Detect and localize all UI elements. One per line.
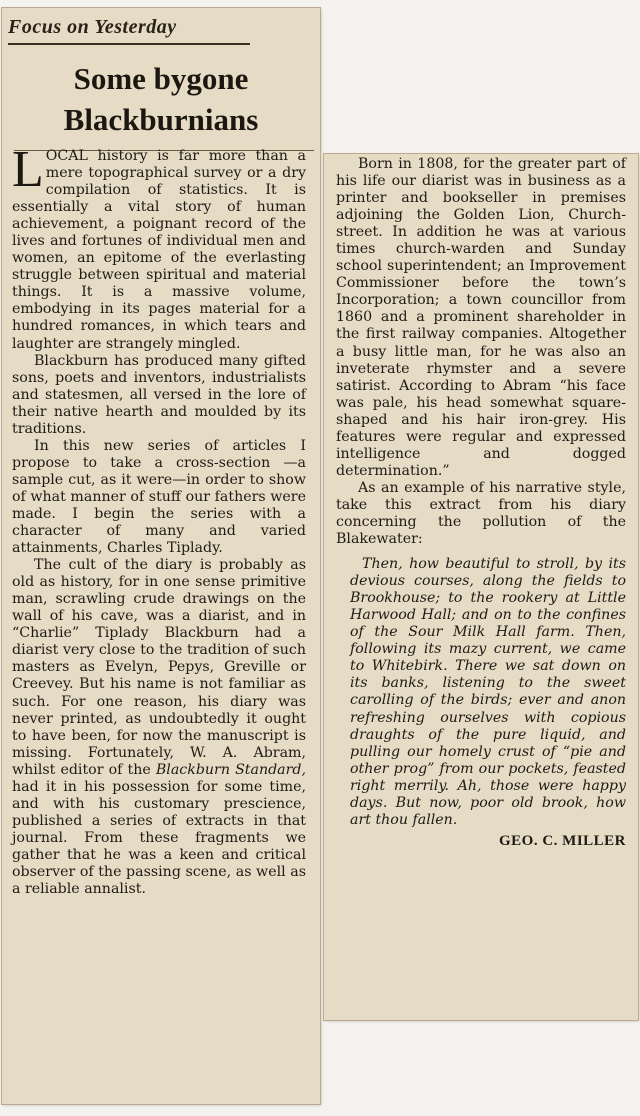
series-kicker: Focus on Yesterday [8,16,177,38]
paragraph: In this new series of articles I propose to take a cross-section —a sample cut, as it were—in order to show of what manner of stuff our fathers were made. I begin the series with a character of many and varied attainments, Charles Tiplady. [12,437,306,557]
newspaper-title: Blackburn Standard, [155,761,307,778]
paragraph [12,557,306,898]
left-column-text [12,141,307,898]
paragraph-text: OCAL history is far more than a mere topographical survey or a dry compilation of statistics. It is essentially a vital story of human achievement, a poignant record of the lives and fortunes of individual men and women, an epitome of the everlasting struggle between spiritual and material things. It is a massive volume, embodying in its pages material for a hundred romances, in which tears and laughter are strangely mingled. [12,148,306,352]
paragraph-text: The cult of the diary is probably as old as history, for in one sense primitive man, scrawling crude drawings on the wall of his cave, was a diarist, and in “Charlie” Tiplady Blackburn had a diarist very close to the tradition of such masters as Evelyn, Pepys, Greville or Creevey. But his name is not familiar as such. For one reason, his diary was never printed, as undoubtedly it ought to have been, for now the manuscript is missing. Fortunately, W. A. Abram, whilst editor of the [12,557,306,778]
diary-extract-quote: Then, how beautiful to stroll, by its devious courses, along the fields to Brookhouse; to the rookery at Little Harwood Hall; and on to the confines of the Sour Milk Hall farm. Then, following its mazy current, we came to Whitebirk. There we sat down on its banks, listening to the sweet carolling of the birds; ever and anon refreshing ourselves with copious draughts of the pure liquid, and pulling our homely crust of “pie and other prog” from our pockets, feasted right merrily. Ah, those were happy days. But now, poor old brook, how art thou fallen. [350,556,626,828]
right-column-text [336,156,626,850]
drop-cap: L [12,141,44,198]
headline [2,58,320,140]
paragraph: Blackburn has produced many gifted sons, poets and inventors, industrialists and statesmen, all versed in the lore of their native hearth and moulded by its traditions. [12,352,306,437]
paragraph: Born in 1808, for the greater part of his life our diarist was in business as a printer and bookseller in premises adjoining the Golden Lion, Church-street. In addition he was at various times church-warden and Sunday school superintendent; an Improvement Commissioner before the town’s Incorporation; a town councillor from 1860 and a prominent shareholder in the first railway companies. Altogether a busy little man, for he was also an inveterate rhymster and a severe satirist. According to Abram “his face was pale, his head somewhat square-shaped and his hair iron-grey. His features were regular and expressed intelligence and dogged determination.” [336,156,626,479]
paragraph-text: had it in his possession for some time, and with his customary prescience, published a series of extracts in that journal. From these fragments we gather that he was a keen and critical observer of the passing scene, as well as a reliable annalist. [12,778,306,898]
author-signature: GEO. C. MILLER [498,832,626,849]
headline-line-1: Some bygone [73,61,249,96]
paragraph: As an example of his narrative style, take this extract from his diary concerning the pollution of the Blakewater: [336,479,626,548]
kicker-underline [8,43,250,45]
headline-line-2: Blackburnians [63,102,259,137]
paragraph [12,141,306,353]
